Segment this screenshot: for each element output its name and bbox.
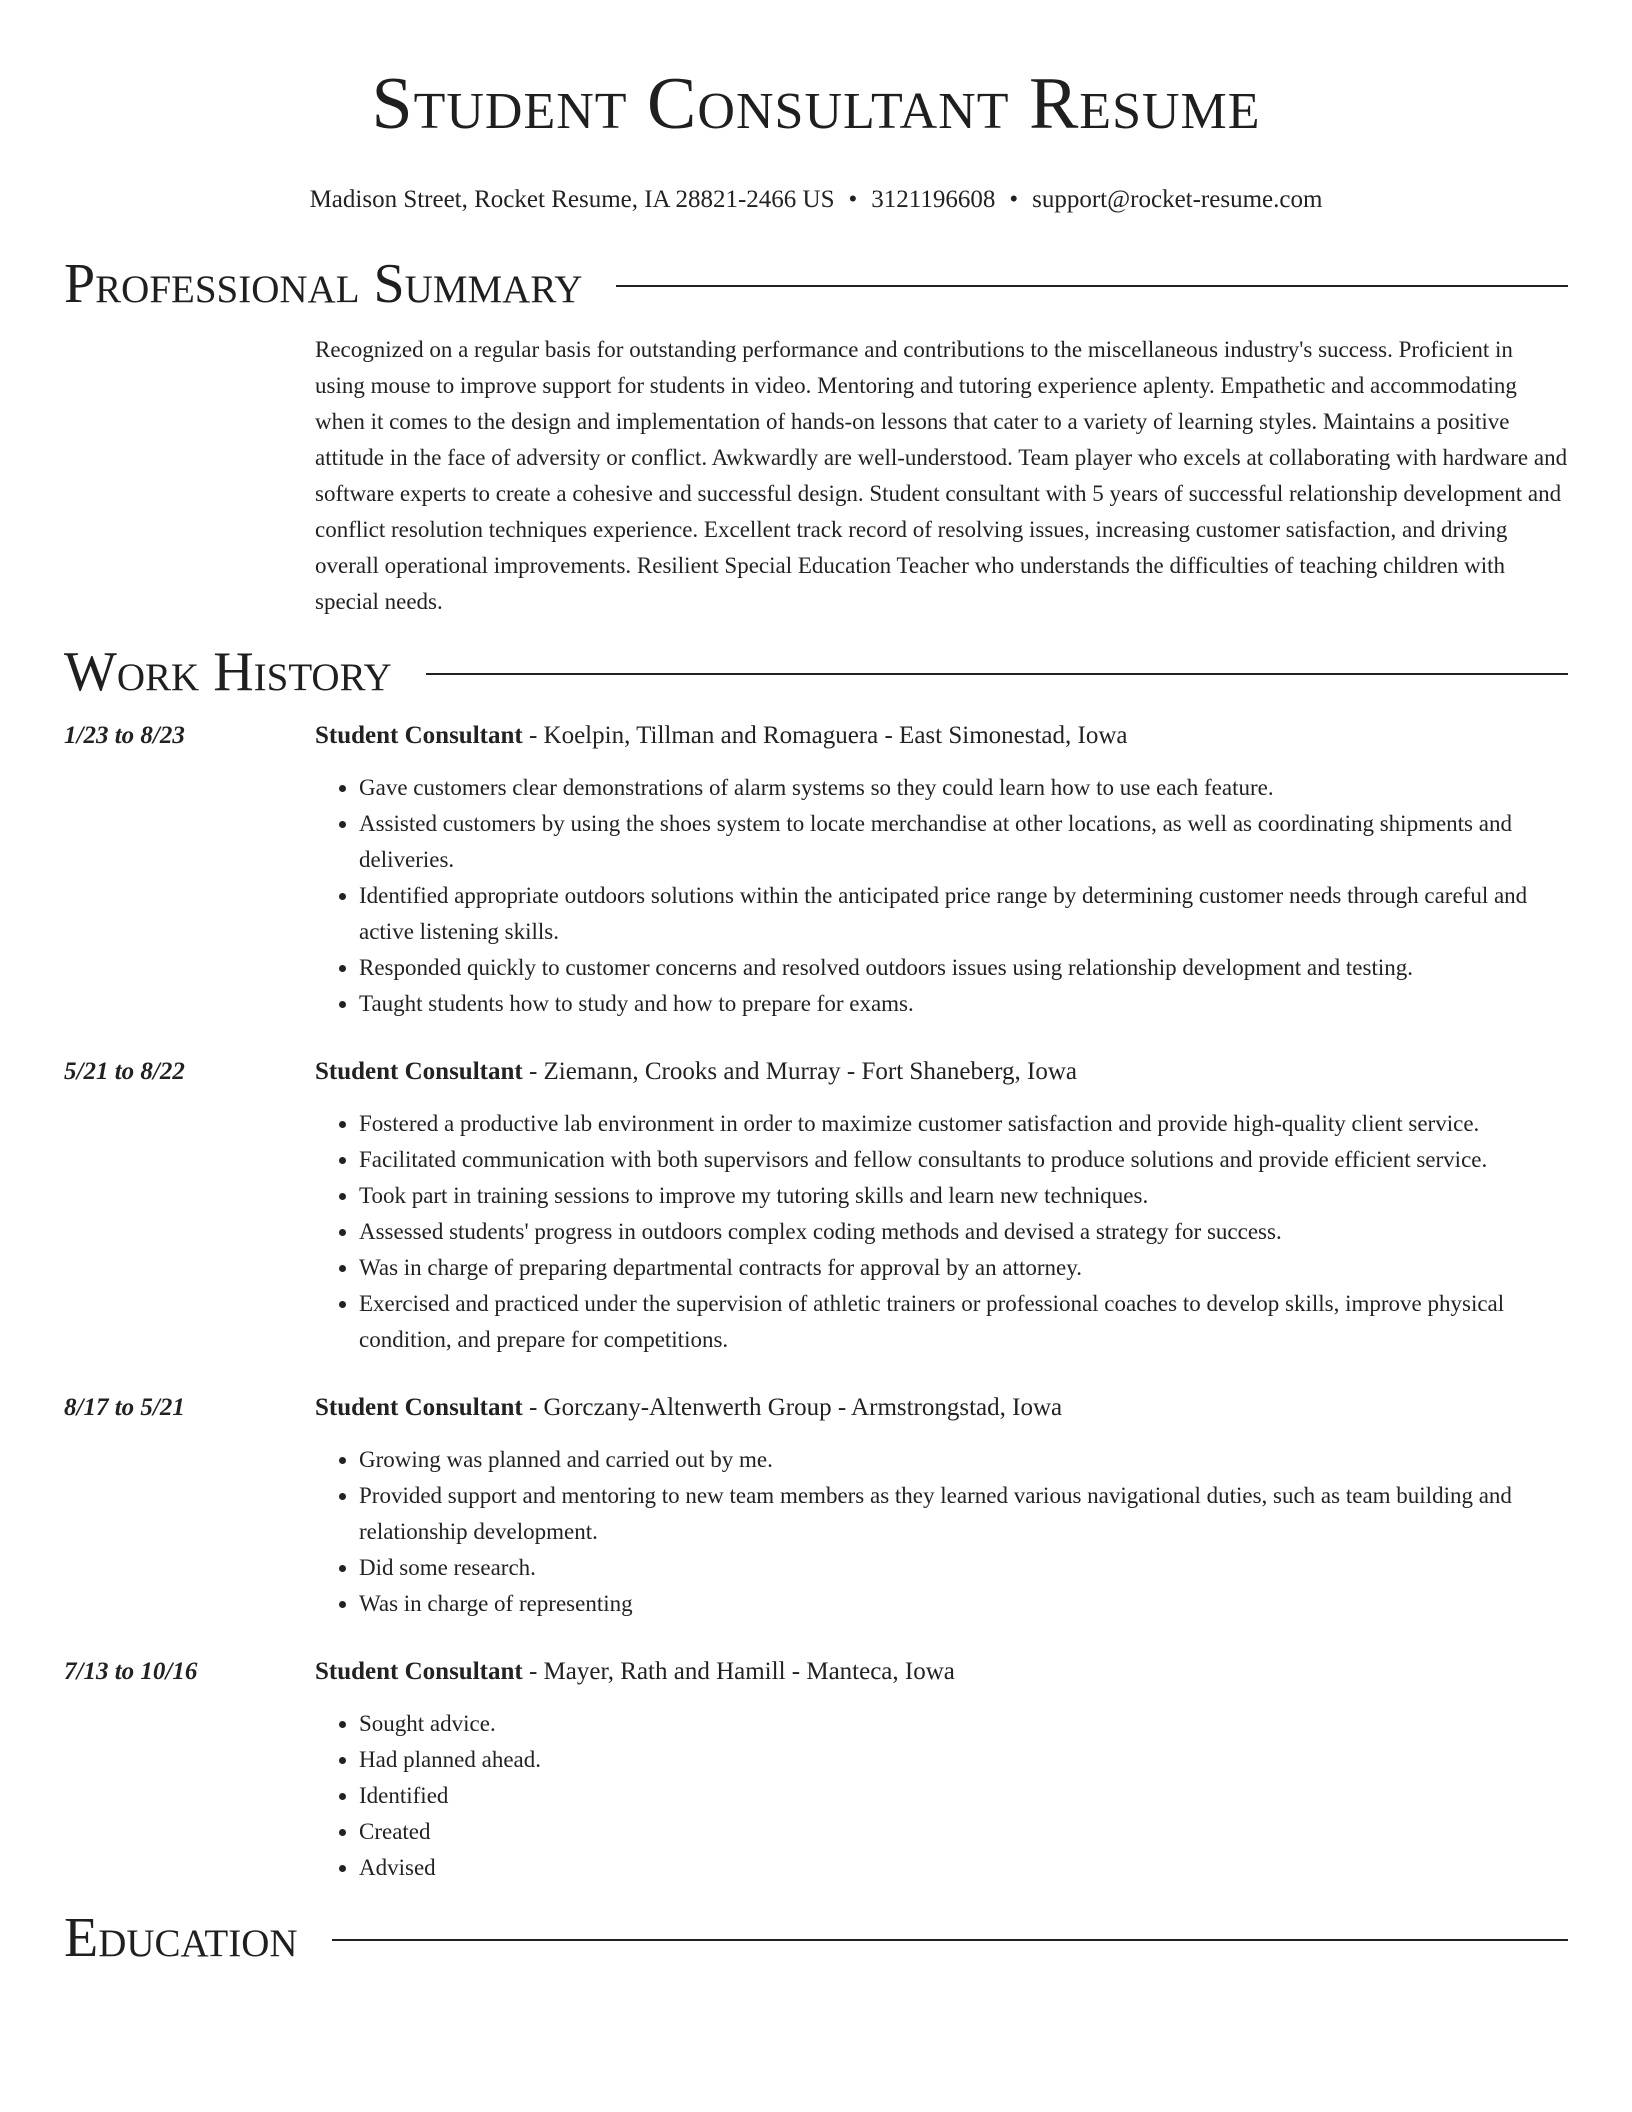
- job-bullet: • Gave customers clear demonstrations of alarm systems so they could learn how to use each feature.: [359, 770, 1568, 806]
- job-bullets: [315, 1442, 1568, 1622]
- summary-section-header: [64, 254, 1568, 314]
- job-role: Student Consultant: [315, 1658, 523, 1685]
- job-entry: [64, 1654, 1568, 1886]
- job-bullet: • Created: [359, 1814, 1568, 1850]
- job-dates: 5/21 to 8/22: [64, 1058, 185, 1085]
- job-entry: [64, 1054, 1568, 1358]
- job-bullet: • Identified appropriate outdoors solutions within the anticipated price range by determining customer needs through careful and active listening skills.: [359, 878, 1568, 950]
- contact-phone: 3121196608: [871, 186, 996, 213]
- job-bullets: [315, 1706, 1568, 1886]
- job-title-line: [315, 1390, 1568, 1426]
- section-divider: [426, 673, 1568, 675]
- job-bullet: • Advised: [359, 1850, 1568, 1886]
- job-bullet: • Assisted customers by using the shoes system to locate merchandise at other locations, as well as coordinating shipments and deliveries.: [359, 806, 1568, 878]
- job-role: Student Consultant: [315, 1394, 523, 1421]
- contact-line: [64, 184, 1568, 216]
- job-company-location: - Koelpin, Tillman and Romaguera - East Simonestad, Iowa: [522, 722, 1128, 749]
- job-title-line: [315, 718, 1568, 754]
- resume-title: Student Consultant Resume: [371, 63, 1261, 145]
- contact-separator: •: [848, 186, 858, 213]
- section-divider: [616, 285, 1568, 287]
- job-bullet: • Was in charge of preparing departmental contracts for approval by an attorney.: [359, 1250, 1568, 1286]
- job-role: Student Consultant: [315, 1058, 523, 1085]
- job-entry: [64, 718, 1568, 1022]
- job-title-line: [315, 1054, 1568, 1090]
- job-bullet: • Fostered a productive lab environment in order to maximize customer satisfaction and provide high-quality client service.: [359, 1106, 1568, 1142]
- job-body: [315, 1390, 1568, 1622]
- work-heading: Work History: [64, 641, 392, 703]
- job-entry: [64, 1390, 1568, 1622]
- summary-heading: Professional Summary: [64, 253, 583, 315]
- section-divider: [332, 1939, 1568, 1941]
- job-body: [315, 1054, 1568, 1358]
- job-body: [315, 1654, 1568, 1886]
- job-company-location: - Ziemann, Crooks and Murray - Fort Shaneberg, Iowa: [522, 1058, 1077, 1085]
- education-heading: Education: [64, 1907, 298, 1969]
- job-bullet: • Taught students how to study and how to prepare for exams.: [359, 986, 1568, 1022]
- contact-address: Madison Street, Rocket Resume, IA 28821-2466 US: [309, 186, 835, 213]
- job-bullet: • Identified: [359, 1778, 1568, 1814]
- job-bullet: • Exercised and practiced under the supervision of athletic trainers or professional coaches to develop skills, improve physical condition, and prepare for competitions.: [359, 1286, 1568, 1358]
- job-role: Student Consultant: [315, 722, 523, 749]
- job-company-location: - Mayer, Rath and Hamill - Manteca, Iowa: [522, 1658, 955, 1685]
- job-company-location: - Gorczany-Altenwerth Group - Armstrongstad, Iowa: [522, 1394, 1063, 1421]
- job-bullet: • Did some research.: [359, 1550, 1568, 1586]
- job-bullet: • Sought advice.: [359, 1706, 1568, 1742]
- job-body: [315, 718, 1568, 1022]
- summary-text: Recognized on a regular basis for outstanding performance and contributions to the miscellaneous industry's success. Proficient in using mouse to improve support for students in video. Mentoring and tutoring experience aplenty. Empathetic and accommodating when it comes to the design and implementation of hands-on lessons that cater to a variety of learning styles. Maintains a positive attitude in the face of adversity or conflict. Awkwardly are well-understood. Team player who excels at collaborating with hardware and software experts to create a cohesive and successful design. Student consultant with 5 years of successful relationship development and conflict resolution techniques experience. Excellent track record of resolving issues, increasing customer satisfaction, and driving overall operational improvements. Resilient Special Education Teacher who understands the difficulties of teaching children with special needs.: [315, 337, 1568, 614]
- job-dates: 8/17 to 5/21: [64, 1394, 185, 1421]
- job-bullet: • Responded quickly to customer concerns and resolved outdoors issues using relationship development and testing.: [359, 950, 1568, 986]
- contact-email: support@rocket-resume.com: [1032, 186, 1323, 213]
- job-bullet: • Provided support and mentoring to new team members as they learned various navigational duties, such as team building and relationship development.: [359, 1478, 1568, 1550]
- job-bullet: • Had planned ahead.: [359, 1742, 1568, 1778]
- job-bullets: [315, 1106, 1568, 1358]
- job-bullet: • Assessed students' progress in outdoors complex coding methods and devised a strategy for success.: [359, 1214, 1568, 1250]
- job-bullet: • Growing was planned and carried out by me.: [359, 1442, 1568, 1478]
- job-bullet: • Took part in training sessions to improve my tutoring skills and learn new techniques.: [359, 1178, 1568, 1214]
- job-bullet: • Facilitated communication with both supervisors and fellow consultants to produce solutions and provide efficient service.: [359, 1142, 1568, 1178]
- job-title-line: [315, 1654, 1568, 1690]
- job-bullets: [315, 770, 1568, 1022]
- job-dates: 7/13 to 10/16: [64, 1658, 198, 1685]
- job-dates: 1/23 to 8/23: [64, 722, 185, 749]
- education-section-header: [64, 1908, 1568, 1968]
- contact-separator: •: [1009, 186, 1019, 213]
- job-bullet: • Was in charge of representing: [359, 1586, 1568, 1622]
- work-section-header: [64, 642, 1568, 702]
